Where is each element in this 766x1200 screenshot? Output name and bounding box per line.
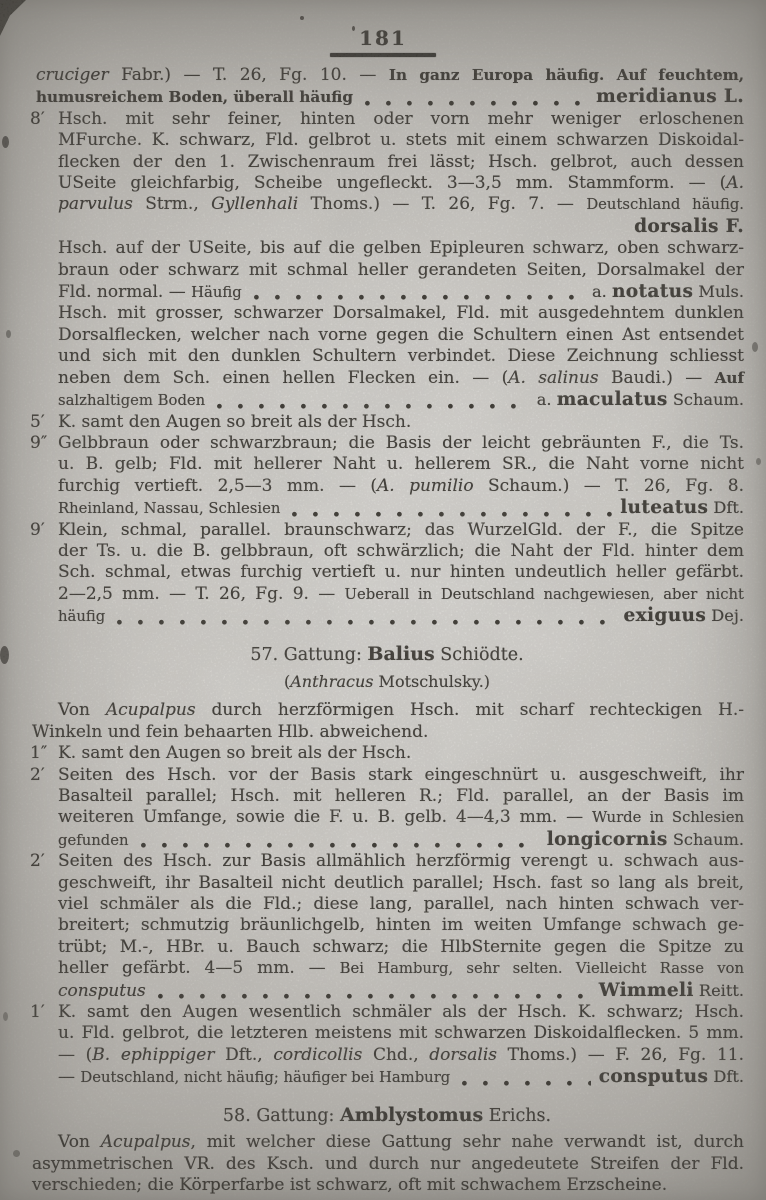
text-run: exiguus: [623, 605, 707, 627]
text-line: [58, 958, 744, 979]
genus-synonym-57: [30, 671, 744, 692]
text-run: USeite gleichfarbig, Scheibe ungefleckt. 3—3,5 mm. Stammform. — (: [58, 173, 727, 194]
page-number: 181: [359, 26, 407, 50]
key-couplet-label: 5′: [30, 411, 45, 432]
text-line: [58, 216, 744, 238]
text-line: [58, 152, 744, 173]
text-line: [58, 1066, 744, 1088]
text-run: A. pumilio: [376, 475, 474, 496]
text-line: [58, 412, 744, 433]
text-run: Dft.: [708, 1067, 744, 1087]
text-run: Von: [58, 1132, 101, 1153]
key-couplet-label: 9″: [30, 432, 48, 453]
text-line: [36, 65, 744, 86]
text-line: [58, 541, 744, 562]
scan-blemish: [0, 646, 9, 664]
text-line: [58, 260, 744, 281]
species-name: [634, 217, 744, 237]
text-run: Deutschland häufig.: [586, 196, 744, 214]
text-run: Gyllenhali: [211, 194, 299, 215]
dot-leader: [292, 511, 612, 518]
text-run: flecken der den 1. Zwischenraum frei lässt; Hsch. gelbrot, auch dessen: [58, 151, 744, 172]
key-item-5-prime: [30, 412, 744, 433]
text-run: Dej.: [706, 606, 744, 626]
text-line: [32, 1132, 744, 1153]
key-item-8-prime: [30, 109, 744, 238]
key-item-9-doubleprime: [30, 433, 744, 520]
text-run: Muls.: [693, 282, 744, 302]
text-run: a.: [536, 390, 557, 410]
text-line: [58, 368, 744, 389]
text-run: salzhaltigem Boden: [58, 392, 206, 410]
text-run: Acupalpus: [100, 1132, 191, 1153]
text-run: verschieden; die Körperfarbe ist schwarz, oft mit schwachem Erzscheine.: [32, 1174, 668, 1195]
species-name: [599, 1066, 744, 1088]
scan-blemish: [2, 136, 9, 148]
text-line: [58, 346, 744, 367]
text-run: durch herzförmigen Hsch. mit scharf rechteckigen H.-: [195, 700, 744, 721]
text-line: [58, 109, 744, 130]
leader-text: [58, 1067, 450, 1088]
text-run: Hsch. mit sehr feiner, hinten oder vorn mehr weniger erloschenen: [58, 108, 744, 129]
text-run: 57. Gattung:: [250, 644, 368, 665]
text-run: Basalteil parallel; Hsch. mit helleren R.; Fld. parallel, an der Basis im: [58, 786, 744, 806]
text-line: [58, 194, 744, 215]
text-line: [58, 743, 744, 764]
text-line: [58, 433, 744, 454]
text-run: Von: [58, 700, 106, 721]
key-couplet-label: 2′: [30, 851, 45, 872]
text-run: viel schmäler als die Fld.; diese lang, parallel, nach hinten schwach ver-: [58, 894, 744, 915]
text-run: Thoms.) — F. 26, Fg. 11.: [496, 1044, 744, 1065]
text-run: heller gefärbt. 4—5 mm. —: [58, 958, 340, 979]
species-name: [624, 605, 744, 627]
text-line: [58, 605, 744, 627]
text-run: meridianus L.: [596, 86, 744, 108]
text-run: u. B. gelb; Fld. mit hellerer Naht u. hellerem SR., die Naht vorne nicht: [58, 454, 744, 475]
text-run: geschweift, ihr Basalteil nicht deutlich parallel; Hsch. fast so lang als breit,: [58, 872, 744, 893]
text-run: —: [58, 1067, 81, 1088]
scan-blemish: [352, 26, 355, 31]
text-run: Acupalpus: [105, 700, 196, 721]
leader-text: [58, 282, 242, 303]
text-run: der Ts. u. die B. gelbbraun, oft schwärzlich; die Naht der Fld. hinter dem: [58, 540, 744, 561]
dot-leader: [158, 993, 591, 1000]
text-run: Gelbbraun oder schwarzbraun; die Basis der leicht gebräunten F., die Ts.: [58, 432, 744, 453]
text-run: luteatus: [620, 497, 709, 519]
text-line: [58, 894, 744, 915]
text-run: Seiten des Hsch. zur Basis allmählich herzförmig verengt u. schwach aus-: [58, 851, 744, 872]
text-run: dorsalis F.: [634, 215, 744, 237]
text-run: , mit welcher diese Gattung sehr nahe verwandt ist, durch: [190, 1132, 744, 1153]
dot-leader: [365, 100, 588, 107]
text-run: Strm.,: [132, 194, 212, 215]
text-line: [58, 303, 744, 324]
text-run: Wimmeli: [598, 979, 694, 1001]
key-item-1-doubleprime: [30, 743, 744, 764]
text-run: MFurche. K. schwarz, Fld. gelbrot u. stets mit einem schwarzen Diskoidal-: [58, 130, 744, 151]
scan-blemish: [6, 330, 11, 338]
text-line: [58, 980, 744, 1002]
key-couplet-label: 1′: [30, 1002, 45, 1023]
text-line: [32, 722, 744, 743]
text-run: dorsalis: [429, 1044, 497, 1065]
leader-text: [58, 498, 280, 519]
genus-57-description: [30, 700, 744, 743]
text-run: longicornis: [546, 828, 668, 850]
text-line: [36, 86, 744, 108]
text-run: Dorsalflecken, welcher nach vorne gegen die Schultern einen Ast entsendet: [58, 324, 744, 345]
key-item-2-prime-a: [30, 765, 744, 852]
text-line: [58, 851, 744, 872]
continuation-item-notatus: [30, 238, 744, 303]
text-line: [32, 700, 744, 721]
text-run: Häufig: [191, 284, 242, 302]
text-run: Seiten des Hsch. vor der Basis stark eingeschnürt u. ausgeschweift, ihr: [58, 764, 744, 785]
text-run: Rheinland, Nassau, Schlesien: [58, 500, 281, 518]
text-run: Hsch. auf der USeite, bis auf die gelben Epipleuren schwarz, oben schwarz-: [58, 238, 744, 259]
text-line: [58, 238, 744, 259]
leader-text: [58, 981, 146, 1002]
species-name: [599, 980, 744, 1002]
species-name: [620, 497, 744, 519]
leader-text: [58, 390, 205, 411]
text-line: [58, 325, 744, 346]
text-run: Erichs.: [483, 1105, 552, 1126]
text-run: furchig vertieft. 2,5—3 mm. — (: [58, 475, 377, 496]
leader-text: [58, 830, 129, 851]
key-couplet-label: 2′: [30, 764, 45, 785]
species-name: [547, 829, 744, 851]
text-run: asymmetrischen VR. des Ksch. und durch nur angedeutete Streifen der Fld.: [32, 1153, 744, 1174]
text-line: [58, 915, 744, 936]
key-item-2-prime-b: [30, 851, 744, 1002]
text-run: Bei Hamburg, sehr selten. Vielleicht Rasse von: [339, 960, 744, 978]
text-run: K. samt den Augen so breit als der Hsch.: [58, 411, 412, 432]
text-run: (: [283, 671, 291, 691]
text-run: breitert; schmutzig bräunlichgelb, hinten im weiten Umfange schwach ge-: [58, 915, 744, 936]
text-line: [58, 130, 744, 151]
text-run: a.: [592, 282, 612, 302]
key-couplet-label: 9′: [30, 519, 45, 540]
text-run: 2—2,5 mm. — T. 26, Fg. 9. —: [58, 583, 345, 604]
dot-leader: [141, 842, 539, 849]
text-line: [58, 873, 744, 894]
text-run: Chd.,: [362, 1044, 430, 1065]
text-run: Reitt.: [693, 980, 744, 1000]
text-run: Fabr.) — T. 26, Fg. 10. —: [108, 65, 389, 85]
key-couplet-label: 1″: [30, 743, 48, 764]
species-name: [592, 281, 744, 303]
text-run: notatus: [611, 281, 694, 303]
text-line: [58, 1023, 744, 1044]
dot-leader: [117, 619, 615, 626]
text-run: cruciger: [36, 65, 109, 85]
scan-blemish: [752, 342, 758, 352]
scan-blemish: [300, 16, 304, 20]
text-run: K. samt den Augen wesentlich schmäler als der Hsch. K. schwarz; Hsch.: [58, 1002, 744, 1023]
text-line: [58, 476, 744, 497]
text-line: [32, 1175, 744, 1196]
species-name: [596, 86, 744, 108]
genus-58-description: [30, 1132, 744, 1196]
text-run: Baudi.) —: [598, 367, 715, 388]
leader-text: [36, 87, 353, 108]
page-number-rule: [330, 53, 436, 57]
text-run: B. ephippiger: [92, 1044, 215, 1065]
text-run: parvulus: [58, 194, 133, 215]
text-run: Schaum.) — T. 26, Fg. 8.: [473, 475, 744, 496]
text-line: [58, 520, 744, 541]
text-run: u. Fld. gelbrot, die letzteren meistens mit schwarzen Diskoidalflecken. 5 mm.: [58, 1023, 744, 1044]
dot-leader: [254, 294, 584, 301]
text-run: Amblystomus: [340, 1103, 484, 1126]
text-line: [58, 454, 744, 475]
page-content: [0, 65, 766, 1196]
text-run: und sich mit den dunklen Schultern verbindet. Diese Zeichnung schliesst: [58, 346, 744, 367]
text-run: Fld. normal. —: [58, 282, 192, 303]
text-run: Schaum.: [667, 829, 744, 849]
text-line: [58, 1045, 744, 1066]
page-header: [0, 0, 766, 57]
text-run: Ueberall in Deutschland nachgewiesen, aber nicht: [344, 585, 744, 603]
text-run: Schiödte.: [434, 644, 524, 665]
text-run: Wurde in Schlesien: [591, 809, 744, 827]
text-run: K. samt den Augen so breit als der Hsch.: [58, 743, 412, 764]
text-run: maculatus: [556, 389, 668, 411]
text-run: Balius: [367, 642, 435, 665]
text-run: 58. Gattung:: [222, 1105, 340, 1126]
text-run: Motschulsky.): [373, 671, 491, 691]
species-name: [537, 389, 744, 411]
text-run: Klein, schmal, parallel. braunschwarz; das WurzelGld. der F., die Spitze: [58, 519, 744, 540]
continuation-item-meridianus: [30, 65, 744, 109]
text-line: [58, 807, 744, 828]
key-couplet-label: 8′: [30, 108, 45, 129]
text-run: Sch. schmal, etwas furchig vertieft u. nur hinten undeutlich heller gefärbt.: [58, 562, 744, 583]
text-run: In ganz Europa häufig. Auf feuchtem,: [388, 66, 744, 84]
dot-leader: [217, 403, 529, 410]
text-run: neben dem Sch. einen hellen Flecken ein. — (: [58, 367, 509, 388]
text-line: [58, 1002, 744, 1023]
leader-text: [58, 606, 105, 627]
text-line: [58, 584, 744, 605]
text-run: Anthracus: [290, 671, 374, 691]
text-run: consputus: [598, 1066, 709, 1088]
text-run: gefunden: [58, 831, 129, 849]
text-line: [58, 786, 744, 807]
text-run: weiteren Umfange, sowie die F. u. B. gelb. 4—4,3 mm. —: [58, 807, 592, 828]
text-line: [58, 281, 744, 303]
dot-leader: [462, 1080, 590, 1087]
text-line: [58, 937, 744, 958]
text-run: A.: [726, 173, 744, 194]
scan-blemish: [13, 1150, 20, 1157]
text-line: [58, 497, 744, 519]
scan-blemish: [3, 1012, 8, 1021]
genus-heading-57: [30, 644, 744, 666]
text-run: Dft.,: [214, 1044, 274, 1065]
text-run: — (: [58, 1044, 93, 1065]
key-item-1-prime: [30, 1002, 744, 1089]
text-run: Dft.: [708, 498, 744, 518]
text-line: [58, 562, 744, 583]
text-line: [32, 1154, 744, 1175]
text-run: Deutschland, nicht häufig; häufiger bei Hamburg: [80, 1069, 451, 1087]
text-line: [58, 173, 744, 194]
text-run: trübt; M.-, HBr. u. Bauch schwarz; die HlbSternite gegen die Spitze zu: [58, 936, 744, 957]
text-run: häufig: [58, 608, 106, 626]
text-line: [58, 389, 744, 411]
text-run: Thoms.) — T. 26, Fg. 7. —: [298, 194, 587, 215]
text-run: Auf: [714, 368, 744, 387]
genus-heading-58: [30, 1105, 744, 1127]
continuation-item-maculatus: [30, 303, 744, 411]
text-run: Schaum.: [667, 390, 744, 410]
text-line: [58, 765, 744, 786]
text-run: braun oder schwarz mit schmal heller gerandeten Seiten, Dorsalmakel der: [58, 259, 744, 280]
key-item-9-prime: [30, 520, 744, 628]
text-run: consputus: [58, 980, 146, 1001]
text-line: [58, 829, 744, 851]
text-run: humusreichem Boden, überall häufig: [36, 88, 353, 107]
text-run: Hsch. mit grosser, schwarzer Dorsalmakel, Fld. mit ausgedehntem dunklen: [58, 303, 744, 324]
text-run: cordicollis: [273, 1044, 363, 1065]
scan-blemish: [756, 458, 761, 465]
text-run: A. salinus: [508, 367, 599, 388]
text-run: Winkeln und fein behaarten Hlb. abweichend.: [32, 721, 429, 742]
